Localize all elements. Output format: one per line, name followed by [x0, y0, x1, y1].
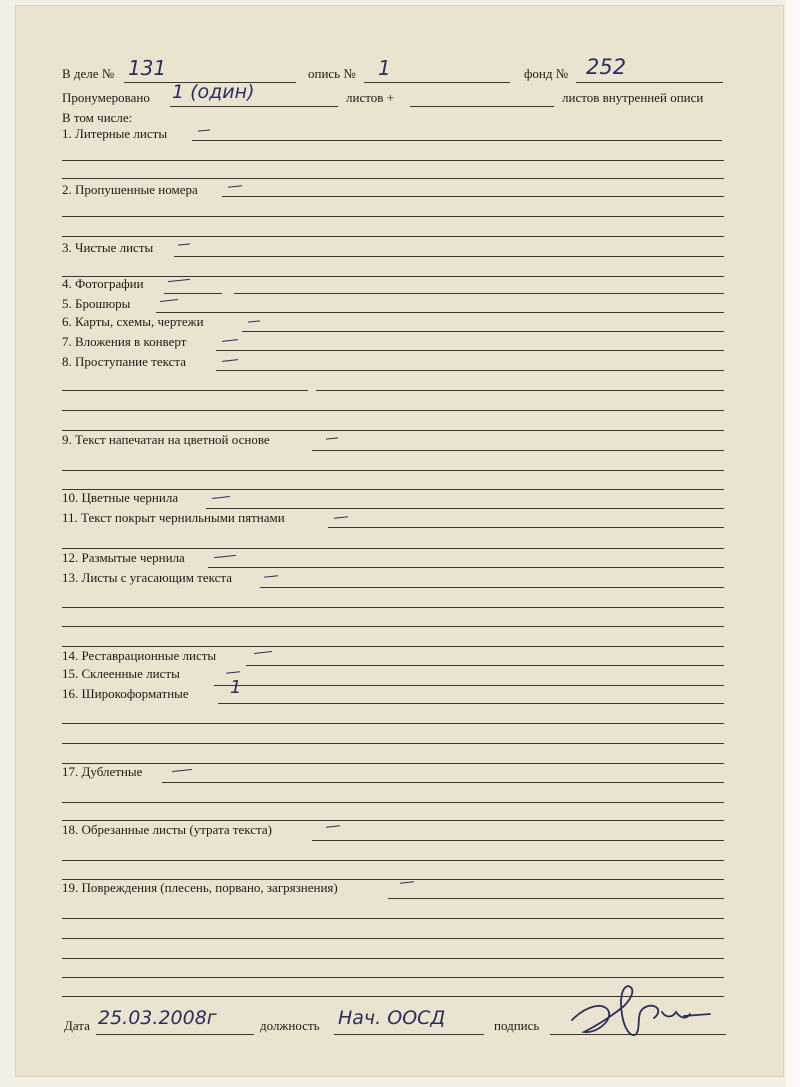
rule	[316, 390, 724, 391]
item-11-label: 11. Текст покрыт чернильными пятнами	[62, 510, 285, 525]
rule	[62, 743, 724, 744]
listov-label: листов +	[346, 90, 394, 105]
delo-label: В деле №	[62, 66, 115, 81]
item-1-mark	[198, 129, 210, 131]
item-17-mark	[172, 769, 192, 772]
item-4-label: 4. Фотографии	[62, 276, 144, 291]
rule	[62, 160, 724, 161]
date-line	[96, 1034, 254, 1035]
item-18-label: 18. Обрезанные листы (утрата текста)	[62, 822, 272, 837]
rule	[62, 276, 724, 277]
item-7-mark	[222, 339, 238, 342]
opis-line	[364, 82, 510, 83]
item-19-label: 19. Повреждения (плесень, порвано, загрязнения)	[62, 880, 338, 895]
rule	[62, 820, 724, 821]
item-5-label: 5. Брошюры	[62, 296, 131, 311]
item-7-label: 7. Вложения в конверт	[62, 334, 187, 349]
position-label: должность	[260, 1018, 320, 1033]
rule	[62, 390, 308, 391]
item-13-label: 13. Листы с угасающим текста	[62, 570, 233, 585]
rule	[218, 703, 724, 704]
position-value: Нач. ООСД	[338, 1007, 446, 1029]
item-14-mark	[254, 651, 272, 654]
rule	[62, 607, 724, 608]
fond-line	[576, 82, 723, 83]
rule	[62, 723, 724, 724]
scan-edge	[786, 0, 800, 1087]
handwritten-signature	[566, 976, 716, 1048]
item-12-label: 12. Размытые чернила	[62, 550, 185, 565]
rule	[62, 410, 724, 411]
rule	[246, 665, 724, 666]
item-18-mark	[326, 825, 340, 827]
rule	[174, 256, 724, 257]
rule	[328, 527, 724, 528]
item-8-mark	[222, 359, 238, 362]
item-17-label: 17. Дублетные	[62, 764, 143, 779]
delo-value: 131	[128, 56, 167, 80]
rule	[234, 293, 724, 294]
rule	[216, 370, 724, 371]
item-16-mark: 1	[230, 677, 242, 698]
date-label: Дата	[64, 1018, 90, 1033]
vnutr-label: листов внутренней описи	[562, 90, 704, 105]
item-11-mark	[334, 516, 348, 518]
date-value: 25.03.2008г	[98, 1007, 217, 1029]
item-15-mark	[226, 671, 240, 673]
rule	[260, 587, 724, 588]
item-6-label: 6. Карты, схемы, чертежи	[62, 314, 204, 329]
rule	[222, 196, 724, 197]
item-14-label: 14. Реставрационные листы	[62, 648, 217, 663]
rule	[62, 236, 724, 237]
opis-label: опись №	[308, 66, 356, 81]
item-19-mark	[400, 881, 414, 883]
listov-line	[410, 106, 554, 107]
rule	[62, 626, 724, 627]
rule	[62, 646, 724, 647]
item-10-mark	[212, 496, 230, 499]
item-3-label: 3. Чистые листы	[62, 240, 154, 255]
vtom-label: В том числе:	[62, 110, 133, 125]
rule	[62, 802, 724, 803]
rule	[388, 898, 724, 899]
rule	[208, 567, 724, 568]
rule	[162, 782, 724, 783]
rule	[62, 430, 724, 431]
rule	[164, 293, 222, 294]
item-8-label: 8. Проступание текста	[62, 354, 186, 369]
rule	[62, 918, 724, 919]
opis-value: 1	[378, 56, 391, 80]
rule	[156, 312, 724, 313]
rule	[312, 840, 724, 841]
rule	[242, 331, 724, 332]
pronum-label: Пронумеровано	[62, 90, 150, 105]
item-4-mark	[168, 279, 190, 282]
rule	[62, 763, 724, 764]
item-13-mark	[264, 575, 278, 577]
rule	[62, 938, 724, 939]
rule	[62, 548, 724, 549]
item-9-label: 9. Текст напечатан на цветной основе	[62, 432, 270, 447]
archive-form-sheet	[16, 6, 783, 1076]
rule	[216, 350, 724, 351]
rule	[312, 450, 724, 451]
item-16-label: 16. Широкоформатные	[62, 686, 189, 701]
rule	[62, 178, 724, 179]
rule	[192, 140, 722, 141]
rule	[214, 685, 724, 686]
item-12-mark	[214, 555, 236, 558]
rule	[206, 508, 724, 509]
fond-label: фонд №	[524, 66, 569, 81]
rule	[62, 216, 724, 217]
rule	[62, 470, 724, 471]
fond-value: 252	[586, 55, 627, 79]
item-1-label: 1. Литерные листы	[62, 126, 168, 141]
position-line	[334, 1034, 484, 1035]
item-5-mark	[160, 299, 178, 302]
item-2-mark	[228, 185, 242, 187]
signature-label: подпись	[494, 1018, 540, 1033]
pronum-value: 1 (один)	[172, 81, 255, 103]
item-3-mark	[178, 243, 190, 245]
rule	[62, 860, 724, 861]
item-9-mark	[326, 437, 338, 439]
pronum-line	[170, 106, 338, 107]
item-10-label: 10. Цветные чернила	[62, 490, 179, 505]
item-15-label: 15. Склеенные листы	[62, 666, 180, 681]
item-6-mark	[248, 320, 260, 322]
rule	[62, 958, 724, 959]
item-2-label: 2. Пропушенные номера	[62, 182, 198, 197]
